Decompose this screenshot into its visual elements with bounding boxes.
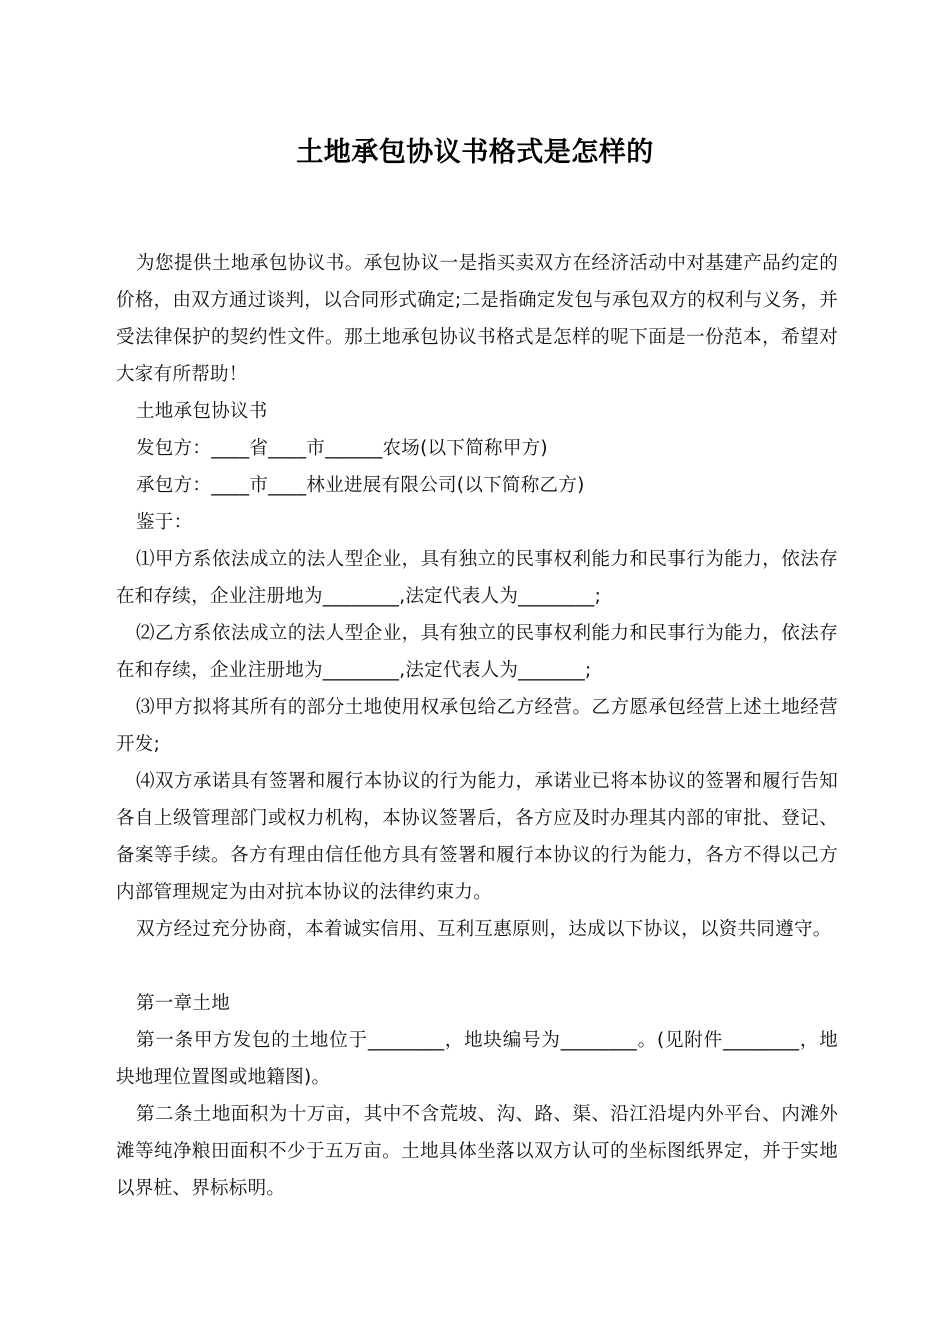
agreement-statement: 双方经过充分协商，本着诚实信用、互利互惠原则，达成以下协议，以资共同遵守。 bbox=[136, 919, 832, 940]
party-a-line: 发包方：____省____市______农场(以下简称甲方) bbox=[136, 438, 548, 459]
article-2: 第二条土地面积为十万亩，其中不含荒坡、沟、路、渠、沿江沿堤内外平台、内滩外滩等纯净粮田面积不少于五万亩。土地具体坐落以双方认可的坐标图纸界定，并于实地以界桩、界标标明。 bbox=[116, 1104, 838, 1199]
recital-3: ⑶甲方拟将其所有的部分土地使用权承包给乙方经营。乙方愿承包经营上述土地经营开发; bbox=[116, 697, 838, 755]
chapter-1-heading: 第一章土地 bbox=[136, 993, 231, 1014]
recital-1: ⑴甲方系依法成立的法人型企业，具有独立的民事权利能力和民事行为能力，依法存在和存续，企业注册地为________,法定代表人为________; bbox=[116, 549, 838, 607]
document-body bbox=[116, 245, 838, 1207]
paragraph-gap bbox=[116, 948, 838, 985]
article-1: 第一条甲方发包的土地位于________，地块编号为________。(见附件________，地块地理位置图或地籍图)。 bbox=[116, 1030, 838, 1088]
recital-2: ⑵乙方系依法成立的法人型企业，具有独立的民事权利能力和民事行为能力，依法存在和存续，企业注册地为________,法定代表人为_______; bbox=[116, 623, 838, 681]
intro-paragraph: 为您提供土地承包协议书。承包协议一是指买卖双方在经济活动中对基建产品约定的价格，由双方通过谈判，以合同形式确定;二是指确定发包与承包双方的权利与义务，并受法律保护的契约性文件。那土地承包协议书格式是怎样的呢下面是一份范本，希望对大家有所帮助！ bbox=[116, 253, 838, 385]
document-title: 土地承包协议书格式是怎样的 bbox=[296, 137, 654, 168]
party-b-line: 承包方：____市____林业进展有限公司(以下简称乙方) bbox=[136, 475, 585, 496]
recital-4: ⑷双方承诺具有签署和履行本协议的行为能力，承诺业已将本协议的签署和履行告知各自上级管理部门或权力机构，本协议签署后，各方应及时办理其内部的审批、登记、备案等手续。各方有理由信任他方具有签署和履行本协议的行为能力，各方不得以己方内部管理规定为由对抗本协议的法律约束力。 bbox=[116, 771, 838, 903]
whereas-label: 鉴于： bbox=[136, 512, 193, 533]
agreement-heading: 土地承包协议书 bbox=[136, 401, 268, 422]
